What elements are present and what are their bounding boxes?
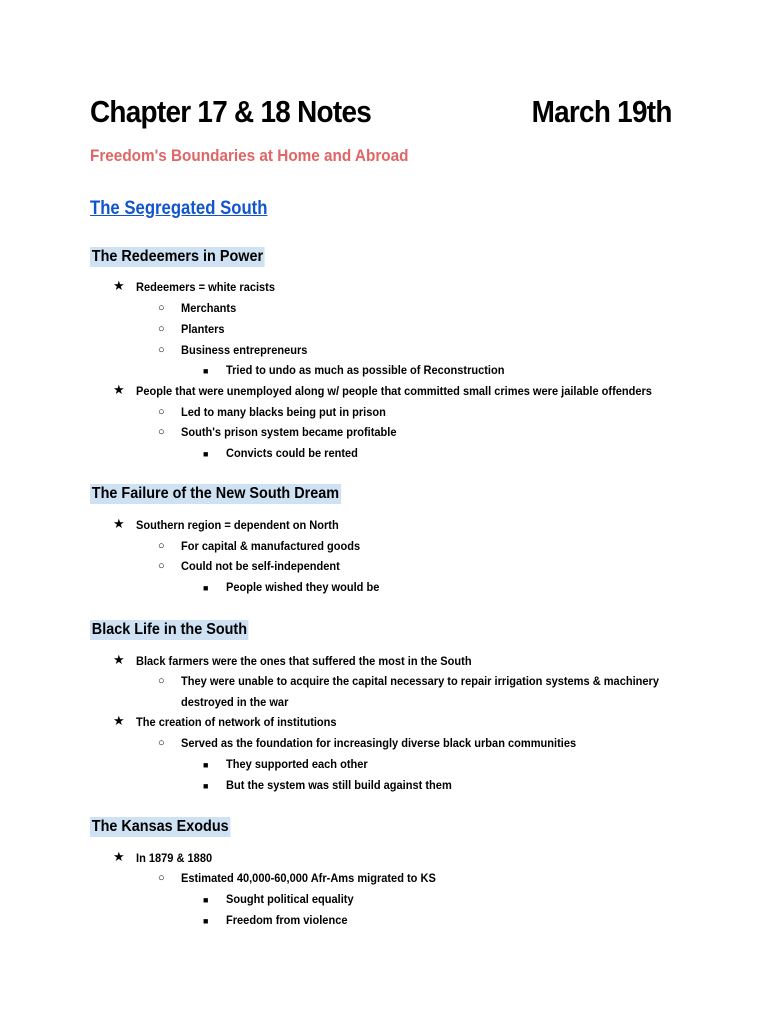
list-item: ★ Black farmers were the ones that suffered the most in the South (113, 652, 472, 668)
list-item: ■ Sought political equality (203, 892, 354, 906)
list-item: ○ Could not be self-independent (158, 559, 340, 573)
page-subtitle: Freedom's Boundaries at Home and Abroad (90, 146, 409, 165)
list-item: ○ South's prison system became profitable (158, 425, 397, 439)
square-bullet-icon: ■ (203, 895, 209, 905)
circle-bullet-icon: ○ (158, 560, 165, 572)
list-item: ★ The creation of network of institutions (113, 713, 337, 729)
title-row (90, 94, 680, 130)
heading-text: Black Life in the South (91, 621, 248, 638)
list-item-continuation: destroyed in the war (181, 695, 289, 709)
list-item: ○ Merchants (158, 301, 237, 315)
list-item: ○ Business entrepreneurs (158, 343, 308, 357)
circle-bullet-icon: ○ (158, 406, 165, 418)
heading-text: The Redeemers in Power (91, 248, 264, 265)
list-item: ■ People wished they would be (203, 580, 380, 594)
list-item: ○ Planters (158, 322, 225, 336)
star-bullet-icon: ★ (113, 713, 125, 728)
heading-text: The Kansas Exodus (91, 818, 229, 835)
heading-new-south (90, 484, 369, 504)
circle-bullet-icon: ○ (158, 426, 165, 438)
heading-redeemers (90, 247, 284, 267)
star-bullet-icon: ★ (113, 849, 125, 864)
square-bullet-icon: ■ (203, 583, 209, 593)
star-bullet-icon: ★ (113, 516, 125, 531)
list-item: ○ For capital & manufactured goods (158, 539, 361, 553)
list-item: ○ Led to many blacks being put in prison (158, 405, 386, 419)
star-bullet-icon: ★ (113, 652, 125, 667)
circle-bullet-icon: ○ (158, 344, 165, 356)
section-title: The Segregated South (90, 198, 268, 219)
heading-text: The Failure of the New South Dream (91, 485, 340, 502)
list-item: ★ In 1879 & 1880 (113, 849, 213, 865)
square-bullet-icon: ■ (203, 916, 209, 926)
list-item: ■ But the system was still build against them (203, 778, 452, 792)
list-item: ★ Southern region = dependent on North (113, 516, 339, 532)
heading-black-life (90, 620, 266, 640)
list-item: ○ Estimated 40,000-60,000 Afr-Ams migrated to KS (158, 871, 436, 885)
circle-bullet-icon: ○ (158, 675, 165, 687)
circle-bullet-icon: ○ (158, 302, 165, 314)
page-title: Chapter 17 & 18 Notes (90, 94, 372, 129)
list-item: ★ People that were unemployed along w/ people that committed small crimes were jailable offenders (113, 382, 652, 398)
list-item: ■ Convicts could be rented (203, 446, 358, 460)
circle-bullet-icon: ○ (158, 872, 165, 884)
list-item: ★ Redeemers = white racists (113, 278, 275, 294)
list-item: ○ Served as the foundation for increasingly diverse black urban communities (158, 736, 577, 750)
list-item: ■ They supported each other (203, 757, 368, 771)
circle-bullet-icon: ○ (158, 323, 165, 335)
list-item: ■ Freedom from violence (203, 913, 348, 927)
square-bullet-icon: ■ (203, 781, 209, 791)
star-bullet-icon: ★ (113, 382, 125, 397)
page-date: March 19th (531, 94, 672, 129)
heading-kansas-exodus (90, 817, 246, 837)
square-bullet-icon: ■ (203, 449, 209, 459)
list-item: ■ Tried to undo as much as possible of Reconstruction (203, 363, 505, 377)
square-bullet-icon: ■ (203, 760, 209, 770)
square-bullet-icon: ■ (203, 366, 209, 376)
list-item: ○ They were unable to acquire the capital necessary to repair irrigation systems & machinery (158, 674, 659, 688)
star-bullet-icon: ★ (113, 278, 125, 293)
circle-bullet-icon: ○ (158, 737, 165, 749)
circle-bullet-icon: ○ (158, 540, 165, 552)
